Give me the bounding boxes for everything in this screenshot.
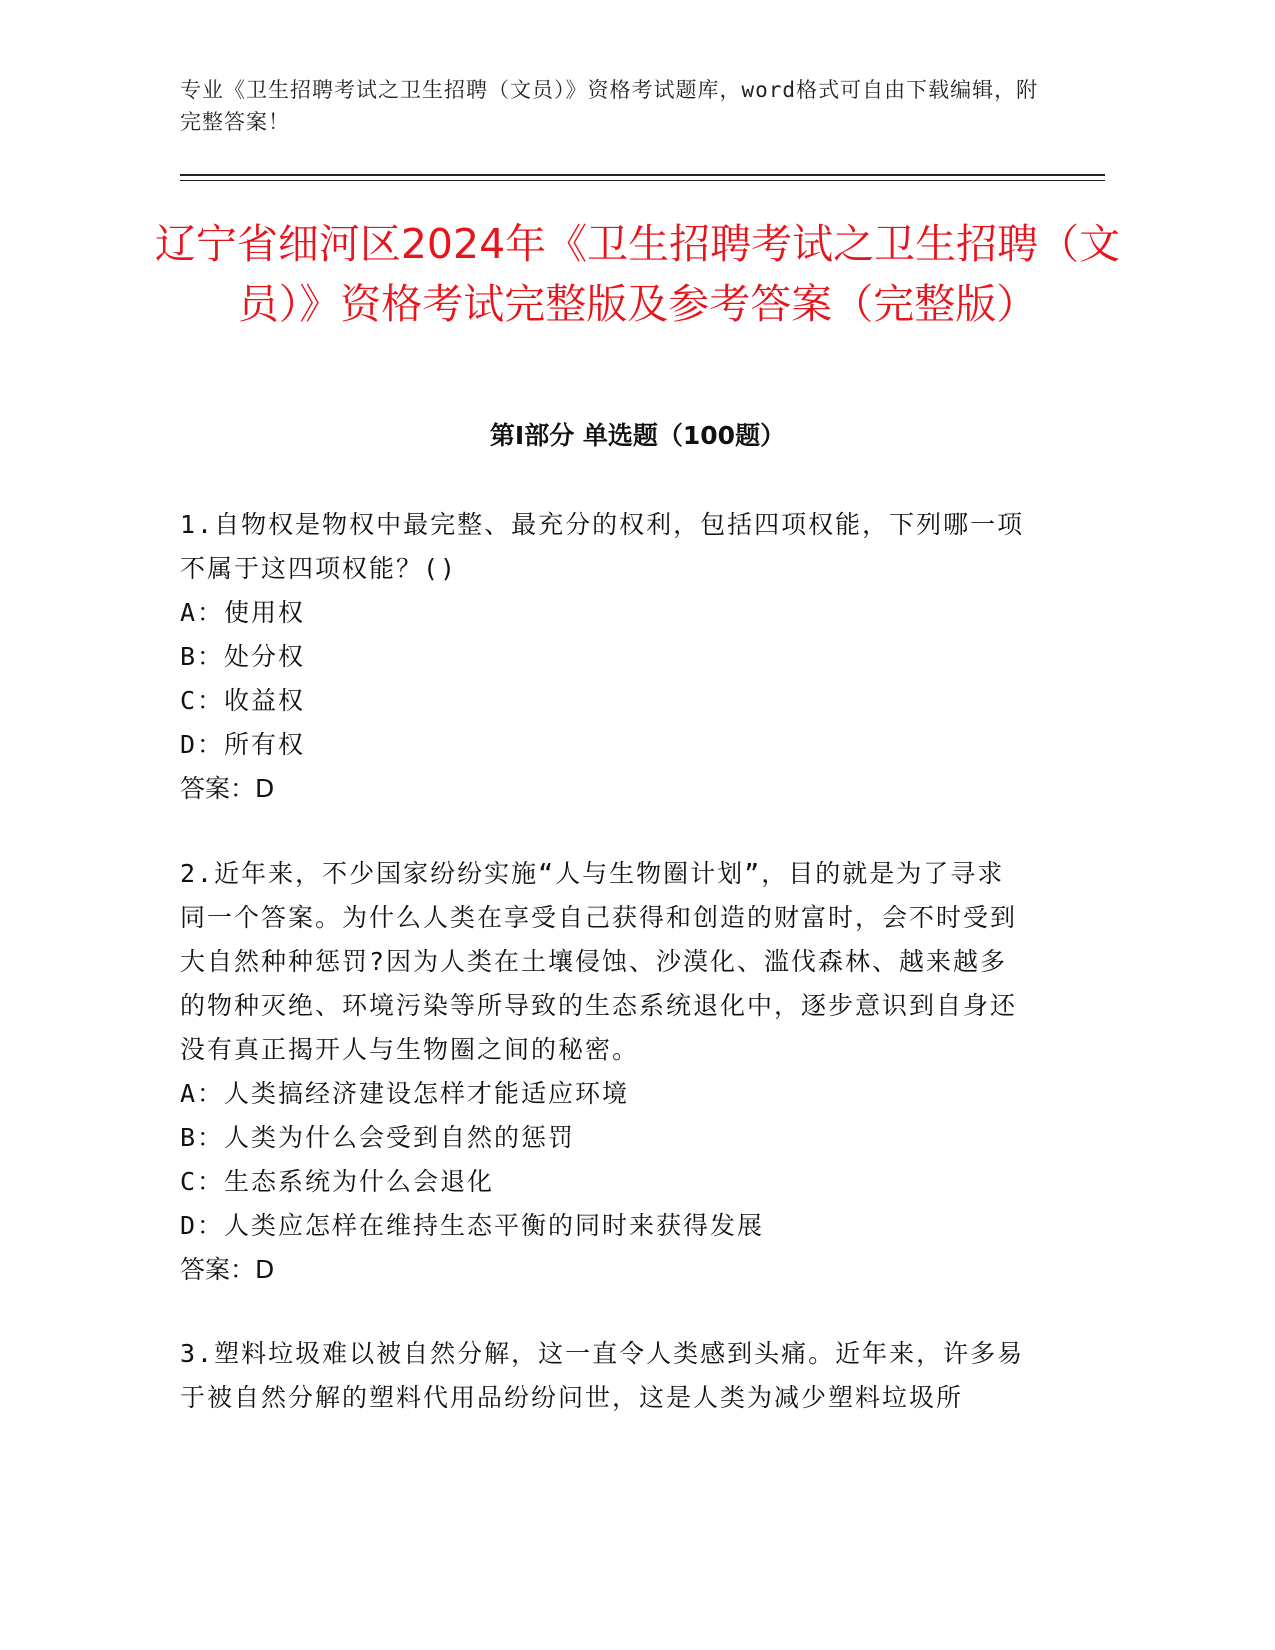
option-d: D：所有权 — [180, 730, 306, 759]
option-b: B：处分权 — [180, 642, 306, 671]
section-title: 第I部分 单选题（100题） — [489, 421, 786, 450]
question-stem: 2.近年来，不少国家纷纷实施“人与生物圈计划”，目的就是为了寻求同一个答案。为什么人类在享受自己获得和创造的财富时，会不时受到大自然种种惩罚?因为人类在土壤侵蚀、沙漠化、滥伐森林、越来越多的物种灭绝、环境污染等所导致的生态系统退化中，逐步意识到自身还没有真正揭开人与生物圈之间的秘密。 — [180, 859, 1018, 1064]
header-divider-thin — [180, 180, 1105, 181]
option-b: B：人类为什么会受到自然的惩罚 — [180, 1123, 576, 1152]
question-1 — [180, 503, 1030, 811]
answer: 答案：D — [180, 774, 275, 803]
question-stem: 1.自物权是物权中最完整、最充分的权利，包括四项权能，下列哪一项不属于这四项权能？() — [180, 510, 1025, 583]
option-a: A：人类搞经济建设怎样才能适应环境 — [180, 1079, 630, 1108]
option-c: C：生态系统为什么会退化 — [180, 1167, 495, 1196]
question-3 — [180, 1332, 1030, 1420]
question-2 — [180, 852, 1030, 1292]
header-note: 专业《卫生招聘考试之卫生招聘（文员）》资格考试题库，word格式可自由下载编辑，附完整答案！ — [180, 78, 1039, 134]
answer: 答案：D — [180, 1255, 275, 1284]
document-title: 辽宁省细河区2024年《卫生招聘考试之卫生招聘（文员）》资格考试完整版及参考答案（完整版） — [154, 220, 1121, 328]
header-divider-thick — [180, 174, 1105, 176]
option-d: D：人类应怎样在维持生态平衡的同时来获得发展 — [180, 1211, 765, 1240]
question-stem: 3.塑料垃圾难以被自然分解，这一直令人类感到头痛。近年来，许多易于被自然分解的塑料代用品纷纷问世，这是人类为减少塑料垃圾所 — [180, 1339, 1025, 1412]
option-a: A：使用权 — [180, 598, 306, 627]
option-c: C：收益权 — [180, 686, 306, 715]
